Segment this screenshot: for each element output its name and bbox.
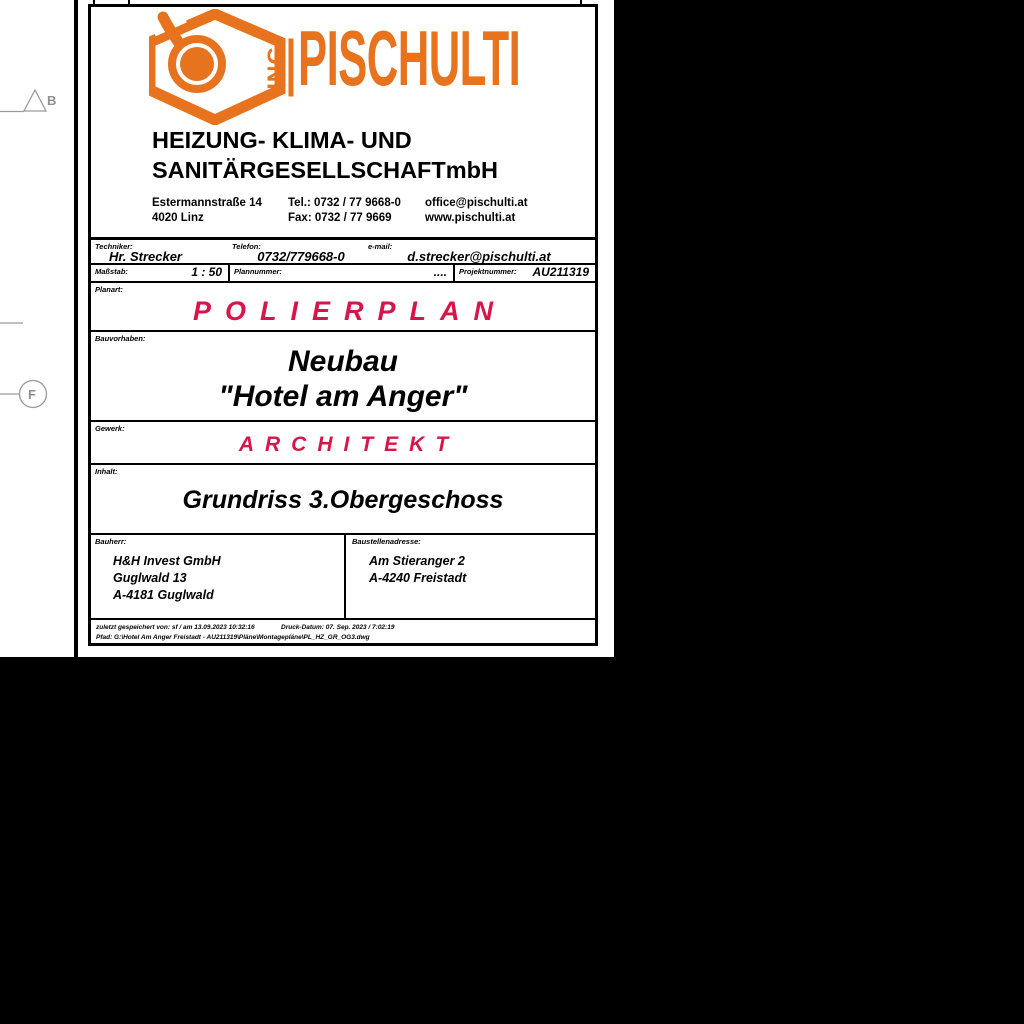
inhalt-section — [91, 463, 595, 533]
baustelle-line: Am Stieranger 2 — [369, 554, 465, 568]
massstab-value: 1 : 50 — [191, 265, 222, 279]
project-title-line1: Neubau — [287, 345, 398, 378]
titleblock — [88, 4, 598, 646]
meta-row — [91, 263, 595, 281]
address-city: 4020 Linz — [152, 212, 204, 224]
plannummer-label: Plannummer: — [234, 267, 282, 276]
projektnummer-label: Projektnummer: — [459, 267, 517, 276]
address-web: www.pischulti.at — [425, 212, 516, 224]
company-name — [152, 126, 498, 185]
planart-label: Planart: — [95, 285, 123, 294]
grid-marker-b-triangle-icon — [24, 90, 46, 111]
project-title-line2: "Hotel am Anger" — [218, 380, 468, 413]
gewerk-section — [91, 420, 595, 463]
baustelle-address — [369, 553, 466, 587]
bauherr-address — [113, 553, 221, 604]
projektnummer-value: AU211319 — [532, 265, 589, 279]
logo-brand-name: PISCHULTI — [298, 14, 521, 102]
email-value: d.strecker@pischulti.at — [407, 249, 551, 264]
footer-file-path: Pfad: G:\Hotel Am Anger Freistadt - AU211319\Pläne\Montagepläne\PL_HZ_GR_OG3.dwg — [96, 634, 370, 641]
parties-divider — [344, 535, 346, 618]
company-name-line2: SANITÄRGESELLSCHAFTmbH — [152, 156, 498, 183]
address-fax: Fax: 0732 / 77 9669 — [288, 212, 392, 224]
drawing-margin-graphics — [0, 0, 74, 657]
address-email: office@pischulti.at — [425, 197, 528, 209]
baustelle-line: A-4240 Freistadt — [369, 571, 467, 585]
planart-title: POLIERPLAN — [192, 296, 507, 326]
gewerk-label: Gewerk: — [95, 424, 125, 433]
address-street: Estermannstraße 14 — [152, 197, 262, 209]
bauvorhaben-section — [91, 330, 595, 420]
logo-section — [91, 7, 595, 237]
inhalt-label: Inhalt: — [95, 467, 118, 476]
bauherr-label: Bauherr: — [95, 537, 127, 546]
footer-print-date: Druck-Datum: 07. Sep. 2023 / 7:02:19 — [281, 624, 395, 631]
massstab-cell — [91, 265, 230, 281]
bauherr-line: Guglwald 13 — [113, 571, 187, 585]
phone-column — [288, 196, 401, 226]
grid-marker-f-label: F — [28, 387, 36, 402]
bauherr-line: H&H Invest GmbH — [113, 554, 221, 568]
massstab-label: Maßstab: — [95, 267, 128, 276]
footer-section — [91, 618, 595, 643]
web-column — [425, 196, 528, 226]
parties-section — [91, 533, 595, 618]
plannummer-cell — [230, 265, 455, 281]
planart-section — [91, 281, 595, 330]
sheet-border-line — [74, 0, 78, 657]
email-label: e-mail: — [368, 242, 393, 251]
company-name-line1: HEIZUNG- KLIMA- UND — [152, 127, 412, 153]
plan-sheet — [0, 0, 614, 657]
inhalt-title: Grundriss 3.Obergeschoss — [182, 486, 504, 514]
techniker-value: Hr. Strecker — [109, 249, 182, 264]
grid-marker-b-label: B — [47, 93, 57, 108]
bauherr-line: A-4181 Guglwald — [113, 588, 214, 602]
telefon-value: 0732/779668-0 — [257, 249, 345, 264]
baustelle-label: Baustellenadresse: — [352, 537, 421, 546]
footer-saved: zuletzt gespeichert von: sf / am 13.09.2023 10:32:16 — [96, 624, 255, 631]
gewerk-title: ARCHITEKT — [238, 433, 460, 456]
address-column — [152, 196, 262, 226]
contact-row — [91, 237, 595, 263]
projektnummer-cell — [455, 265, 595, 281]
techniker-label: Techniker: — [95, 242, 133, 251]
telefon-label: Telefon: — [232, 242, 261, 251]
logo-ing-text: ING — [265, 39, 294, 97]
bauvorhaben-label: Bauvorhaben: — [95, 334, 146, 343]
plannummer-value: .... — [433, 265, 447, 279]
address-tel: Tel.: 0732 / 77 9668-0 — [288, 197, 401, 209]
